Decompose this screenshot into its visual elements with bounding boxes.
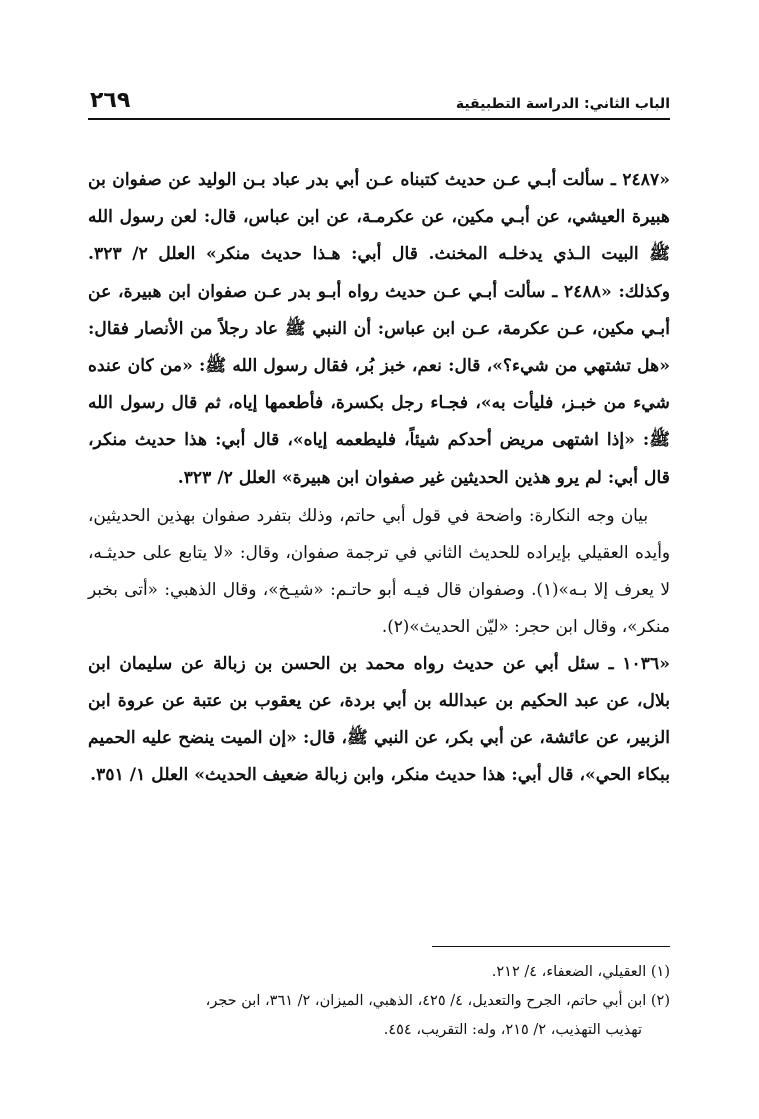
footnote-divider — [432, 946, 670, 947]
footnotes — [88, 958, 670, 1045]
main-text — [88, 162, 670, 794]
footnote-2: (٢) ابن أبي حاتم، الجرح والتعديل، ٤/ ٤٢٥، الذهبي، الميزان، ٢/ ٣٦١، ابن حجر، — [205, 993, 670, 1009]
footnote-2-continuation: تهذيب التهذيب، ٢/ ٢١٥، وله: التقريب، ٤٥٤. — [383, 1022, 642, 1038]
running-header — [88, 88, 670, 120]
explanation-paragraph: بيان وجه النكارة: واضحة في قول أبي حاتم، وذلك بتفرد صفوان بهذين الحديثين، وأيده العقيلي بإيراده للحديث الثاني في ترجمة صفوان، وقال: «لا يتابع على حديثـه، لا يعرف إلا بـه»(١). وصفوان قال فيـه أبو حاتـم: «شيـخ»، وقال الذهبي: «أتى بخبر منكر»، وقال ابن حجر: «ليّن الحديث»(٢). — [88, 504, 670, 637]
chapter-title: الباب الثاني: الدراسة التطبيقية — [455, 96, 670, 112]
page-number: ٢٦٩ — [90, 88, 131, 113]
footnote-1: (١) العقيلي، الضعفاء، ٤/ ٢١٢. — [491, 964, 670, 980]
quoted-hadith-paragraph-1: «٢٤٨٧ ـ سألت أبـي عـن حديث كتبناه عـن أبي بدر عباد بـن الوليد عن صفوان بن هبيرة العيشي، عن أبـي مكين، عن عكرمـة، عن ابن عباس، قال: لعن رسول الله ﷺ البيت الـذي يدخلـه المخنث. قال أبي: هـذا حديث منكر» العلل ٢/ ٣٢٣. وكذلك: «٢٤٨٨ ـ سألت أبـي عـن حديث رواه أبـو بدر عـن صفوان ابن هبيرة، عن أبـي مكين، عـن عكرمة، عـن ابن عباس: أن النبي ﷺ عاد رجلاً من الأنصار فقال: «هل تشتهي من شيء؟»، قال: نعم، خبز بُر، فقال رسول الله ﷺ: «من كان عنده شيء من خبـز، فليأت به»، فجـاء رجل بكسرة، فأطعمها إياه، ثم قال رسول الله ﷺ: «إذا اشتهى مريض أحدكم شيئاً، فليطعمه إياه»، قال أبي: هذا حديث منكر، قال أبي: لم يرو هذين الحديثين غير صفوان ابن هبيرة» العلل ٢/ ٣٢٣. — [88, 170, 671, 488]
quoted-hadith-paragraph-2: «١٠٣٦ ـ سئل أبي عن حديث رواه محمد بن الحسن بن زبالة عن سليمان ابن بلال، عن عبد الحكيم بن عبدالله بن أبي بردة، عن يعقوب بن عتبة عن عروة ابن الزبير، عن عائشة، عن أبي بكر، عن النبي ﷺ، قال: «إن الميت ينضح عليه الحميم ببكاء الحي»، قال أبي: هذا حديث منكر، وابن زبالة ضعيف الحديث» العلل ١/ ٣٥١. — [88, 653, 670, 786]
